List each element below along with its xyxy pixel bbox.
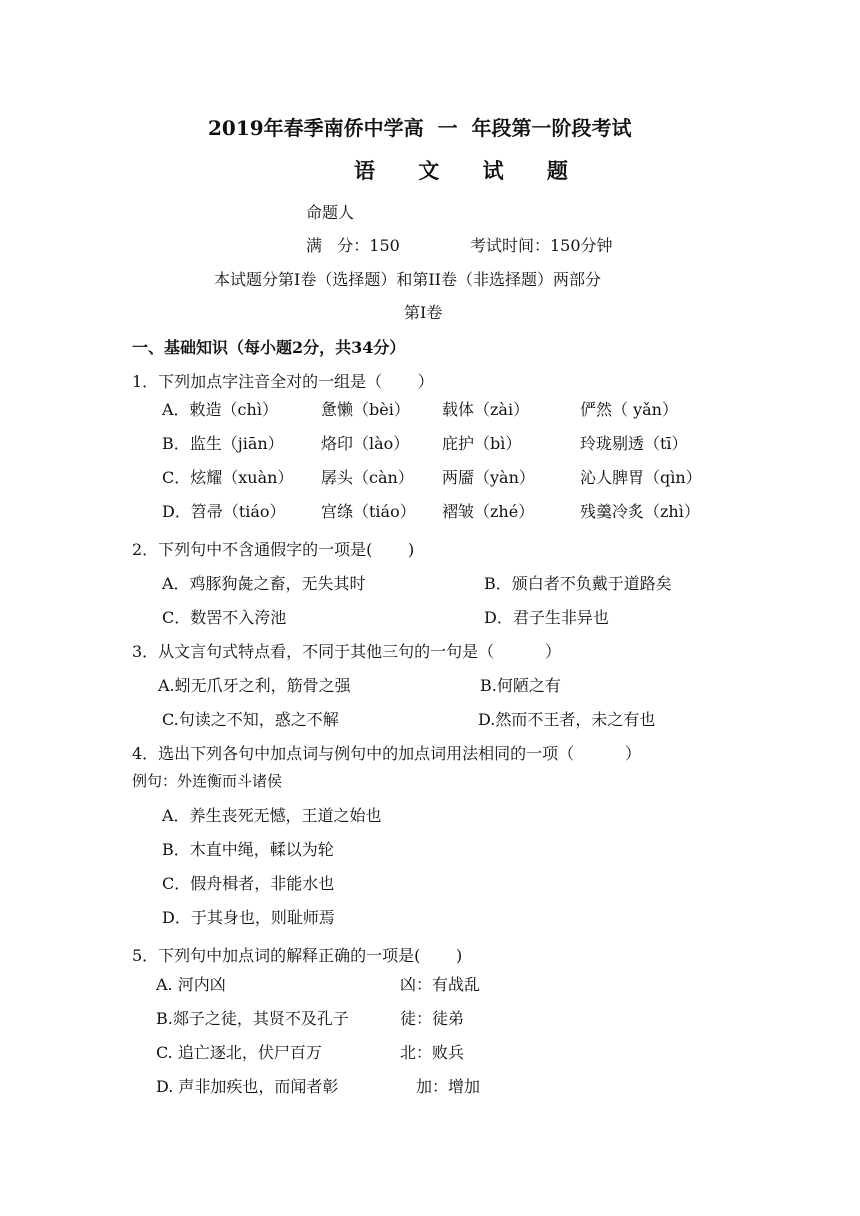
q5-option-b: B.郯子之徒，其贤不及孔子 [156,1009,349,1028]
q4-option-b: B．木直中绳，輮以为轮 [162,840,334,859]
q1-option-d-3: 褶皱（zhé） [442,502,535,521]
q4-stem: 4．选出下列各句中加点词与例句中的加点词用法相同的一项（ ） [132,744,642,763]
q4-example: 例句：外连衡而斗诸侯 [132,772,283,790]
q1-option-c-3: 两靥（yàn） [442,468,535,487]
q1-stem: 1．下列加点字注音全对的一组是（ ） [132,372,434,391]
q5-option-b-gloss: 徒：徒弟 [400,1009,465,1028]
q4-option-c: C．假舟楫者，非能水也 [162,874,335,893]
q1-option-b-2: 烙印（lào） [321,434,410,453]
q1-option-c-4: 沁人脾胃（qìn） [580,468,702,487]
q2-option-b: B．颁白者不负戴于道路矣 [484,574,672,593]
q1-option-c-1: C．炫耀（xuàn） [162,468,294,487]
author-label: 命题人 [306,203,355,222]
q5-option-c-gloss: 北：败兵 [400,1043,465,1062]
q5-option-a-gloss: 凶：有战乱 [400,975,481,994]
q5-option-c: C. 追亡逐北，伏尸百万 [156,1043,322,1062]
q3-option-b: B.何陋之有 [480,676,561,695]
q1-option-a-2: 惫懒（bèi） [321,400,410,419]
q1-option-d-4: 残羹冷炙（zhì） [580,502,700,521]
subject-title: 语 文 试 题 [354,158,586,183]
q1-option-a-3: 载体（zài） [442,400,530,419]
exam-intro: 本试题分第I卷（选择题）和第II卷（非选择题）两部分 [214,270,601,289]
exam-title: 2019年春季南侨中学高 一 年段第一阶段考试 [208,116,632,140]
q1-option-a-4: 俨然（ yǎn） [580,400,678,419]
q1-option-a-1: A．敕造（chì） [162,400,278,419]
q3-option-d: D.然而不王者，未之有也 [478,710,656,729]
q5-option-a: A. 河内凶 [156,975,226,994]
q1-option-c-2: 孱头（càn） [321,468,414,487]
q2-option-c: C．数罟不入洿池 [162,608,287,627]
q2-option-d: D．君子生非异也 [484,608,609,627]
q2-stem: 2．下列句中不含通假字的一项是( ) [132,540,415,559]
full-score: 满 分：150 [306,236,400,255]
q1-option-d-2: 宫绦（tiáo） [321,502,416,521]
q3-option-c: C.句读之不知，惑之不解 [162,710,339,729]
q1-option-b-1: B．监生（jiān） [162,434,284,453]
q2-option-a: A．鸡豚狗彘之畜，无失其时 [162,574,366,593]
volume-label: 第I卷 [404,303,443,322]
q1-option-b-3: 庇护（bì） [442,434,522,453]
q5-option-d-gloss: 加：增加 [416,1077,481,1096]
q5-option-d: D. 声非加疾也，而闻者彰 [156,1077,339,1096]
q5-stem: 5．下列句中加点词的解释正确的一项是( ) [132,946,463,965]
q1-option-d-1: D．笤帚（tiáo） [162,502,286,521]
q4-option-a: A．养生丧死无憾，王道之始也 [162,806,382,825]
q3-option-a: A.蚓无爪牙之利，筋骨之强 [158,676,351,695]
q1-option-b-4: 玲珑剔透（tī） [580,434,688,453]
q4-option-d: D．于其身也，则耻师焉 [162,908,335,927]
q3-stem: 3．从文言句式特点看，不同于其他三句的一句是（ ） [132,642,562,661]
section-heading: 一、基础知识（每小题2分，共34分） [132,338,406,357]
exam-time: 考试时间：150分钟 [470,236,613,255]
